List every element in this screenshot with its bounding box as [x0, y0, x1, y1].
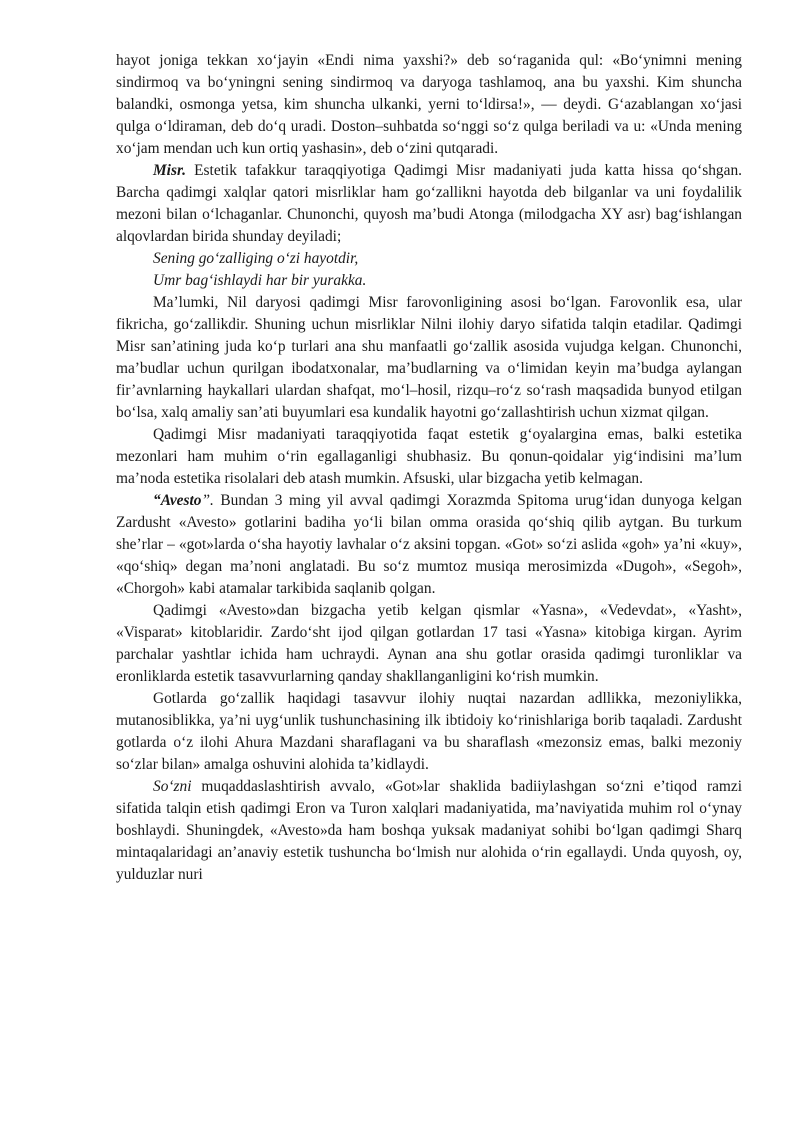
emphasis-word: So‘zni: [153, 778, 192, 795]
paragraph-avesto-text: Bundan 3 ming yil avval qadimgi Xorazmda Spitoma urug‘idan dunyoga kelgan Zardusht «Avesto» gotlarini badiha yo‘li bilan omma orasida qo‘shiq qilib aytgan. Bu turkum she’rlar – «got»larda o‘sha hayotiy lavhalar o‘z aksini topgan. «Got» so‘zi aslida «goh» ya’ni «kuy», «qo‘shiq» degan ma’noni anglatadi. Bu so‘z mumtoz musiqa merosimizda «Dugoh», «Segoh», «Chorgoh» kabi atamalar tarkibida saqlanib qolgan.: [116, 492, 742, 597]
paragraph-word-sanctity: [116, 776, 742, 886]
paragraph-avesto-parts: Qadimgi «Avesto»dan bizgacha yetib kelgan qismlar «Yasna», «Vedevdat», «Yasht», «Visparat» kitoblaridir. Zardo‘sht ijod qilgan gotlardan 17 tasi «Yasna» kitobiga kirgan. Ayrim parchalar yashtlar ichida ham uchraydi. Aynan ana shu gotlar orasida qadimgi turonliklar va eronliklarda estetik tasavvurlarning qanday shakllanganligini ko‘rish mumkin.: [116, 602, 742, 685]
poem-line-2: Umr bag‘ishlaydi har bir yurakka.: [153, 272, 367, 289]
heading-avesto-quote: ”.: [201, 492, 214, 509]
paragraph-slave-dialogue: hayot joniga tekkan xo‘jayin «Endi nima yaxshi?» deb so‘raganida qul: «Bo‘ynimni mening sindirmoq va bo‘yningni sening sindirmoq va daryoga tashlamoq, ana bu yaxshi. Kim shuncha balandki, osmonga yetsa, kim shuncha ulkanki, yerni to‘ldirsa!», — deydi. G‘azablangan xo‘jasi qulga o‘ldiraman, deb do‘q uradi. Doston–suhbatda so‘nggi so‘z qulga beriladi va u: «Unda mening xo‘jam mendan uch kun ortiq yashasin», deb o‘zini qutqaradi.: [116, 52, 742, 157]
paragraph-egypt-text: Estetik tafakkur taraqqiyotiga Qadimgi Misr madaniyati juda katta hissa qo‘shgan. Barcha qadimgi xalqlar qatori misrliklar ham go‘zallikni hayotda deb bilganlar va uni foydalilik mezoni bilan o‘lchaganlar. Chunonchi, quyosh ma’budi Atonga (milodgacha XY asr) bag‘ishlangan alqovlardan birida shunday deyiladi;: [116, 162, 742, 245]
paragraph-avesto: [116, 490, 742, 600]
paragraph-egypt: [116, 160, 742, 248]
paragraph-nile: Ma’lumki, Nil daryosi qadimgi Misr farovonligining asosi bo‘lgan. Farovonlik esa, ular fikricha, go‘zallikdir. Shuning uchun misrliklar Nilni ilohiy daryo sifatida talqin etadilar. Qadimgi Misr san’atining juda ko‘p turlari ana shu manfaatli go‘zallik asosida vujudga kelgan. Chunonchi, ma’budlar uchun qurilgan ibodatxonalar, ma’budlarning va o‘limidan keyin ma’budga aylangan fir’avnlarning haykallari ulardan shafqat, mo‘l–hosil, rizqu–ro‘z so‘rash maqsadida bunyod etilgan bo‘lsa, xalq amaliy san’ati buyumlari esa kundalik hayotni go‘zallashtirish uchun xizmat qilgan.: [116, 294, 742, 421]
paragraph-word-sanctity-text: muqaddaslashtirish avvalo, «Got»lar shaklida badiiylashgan so‘zni e’tiqod ramzi sifatida talqin etish qadimgi Eron va Turon xalqlari madaniyatida, ma’naviyatida muhim rol o‘ynay boshlaydi. Shuningdek, «Avesto»da ham boshqa yuksak madaniyat sohibi bo‘lgan qadimgi Sharq mintaqalaridagi an’anaviy estetik tushuncha bo‘lmish nur alohida o‘rin egallaydi. Unda quyosh, oy, yulduzlar nuri: [116, 778, 742, 883]
heading-egypt: Misr.: [153, 162, 186, 179]
heading-avesto: “Avesto: [153, 492, 202, 509]
paragraph-gotlar-beauty: Gotlarda go‘zallik haqidagi tasavvur ilohiy nuqtai nazardan adllikka, mezoniylikka, mutanosiblikka, ya’ni uyg‘unlik tushunchasining ilk ibtidoiy ko‘rinishlariga borib taqaladi. Zardusht gotlarda o‘z ilohi Ahura Mazdani sharaflagani va bu sharaflash «mezonsiz emas, balki mezoniy so‘zlar bilan» amalga oshuvini alohida ta’kidlaydi.: [116, 690, 742, 773]
poem-line-1: Sening go‘zalliging o‘zi hayotdir,: [153, 250, 359, 267]
document-page: [116, 50, 742, 886]
paragraph-egypt-aesthetics: Qadimgi Misr madaniyati taraqqiyotida faqat estetik g‘oyalargina emas, balki estetika mezonlari ham muhim o‘rin egallaganligi shubhasiz. Bu qonun-qoidalar yig‘indisini ma’lum ma’noda estetika risolalari deb atash mumkin. Afsuski, ular bizgacha yetib kelmagan.: [116, 426, 742, 487]
